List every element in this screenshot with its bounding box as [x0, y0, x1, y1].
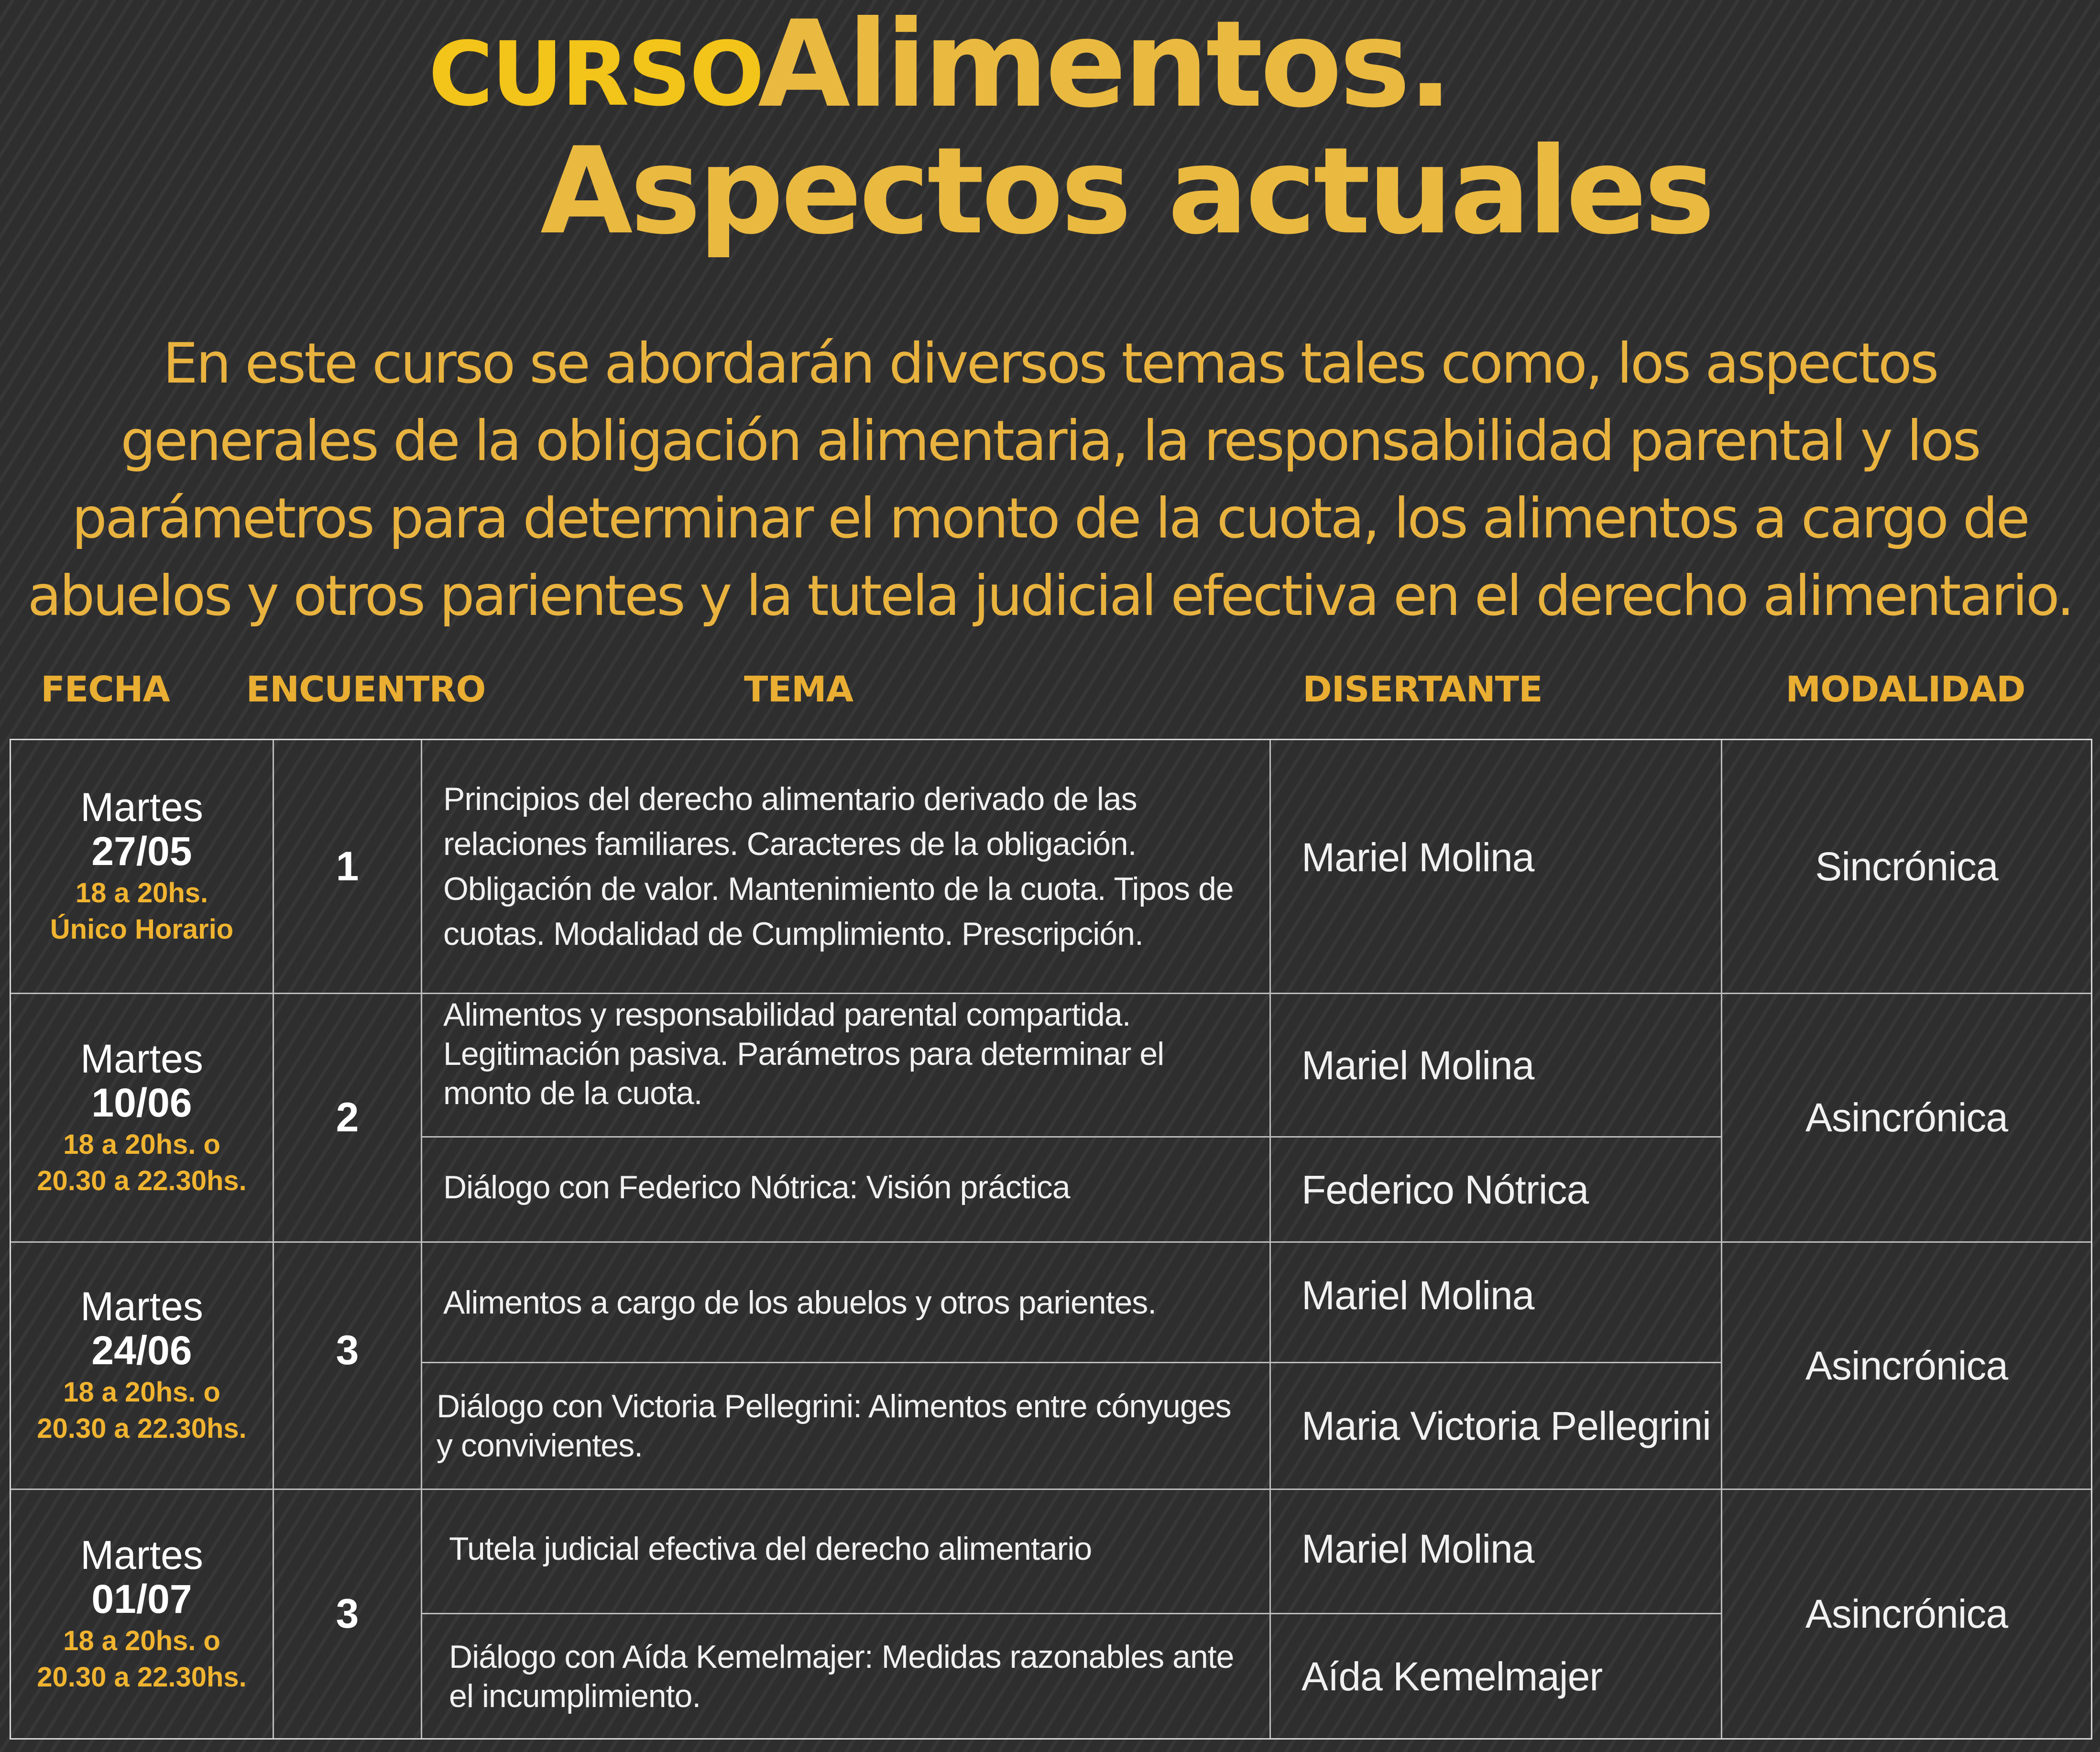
- tema-text: Diálogo con Aída Kemelmajer: Medidas razonables ante el incumplimiento.: [449, 1638, 1234, 1714]
- disertante-name: Mariel Molina: [1302, 1526, 1534, 1571]
- description-line: En este curso se abordarán diversos temas tales como, los aspectos: [163, 331, 1937, 396]
- fecha-horario: 18 a 20hs. Único Horario: [50, 877, 234, 945]
- disertante-name: Maria Victoria Pellegrini: [1302, 1403, 1711, 1448]
- disertante-name: Mariel Molina: [1302, 1042, 1534, 1088]
- column-header-disertante: DISERTANTE: [1302, 669, 1542, 710]
- encuentro-number: 3: [336, 1591, 359, 1637]
- course-description: [10, 325, 2090, 635]
- description-line: parámetros para determinar el monto de la cuota, los alimentos a cargo de: [72, 486, 2028, 551]
- table-row-fecha: [11, 740, 273, 993]
- encuentro-number: 3: [336, 1327, 359, 1373]
- table-row-fecha: [11, 994, 273, 1241]
- fecha-date: 01/07: [91, 1576, 192, 1621]
- fecha-dia: Martes: [80, 1036, 203, 1081]
- modalidad-value: Asincrónica: [1805, 1343, 2008, 1388]
- encuentro-number: 2: [336, 1095, 359, 1140]
- tema-text: Alimentos y responsabilidad parental compartida. Legitimación pasiva. Parámetros para determinar el monto de la cuota.: [443, 996, 1164, 1111]
- disertante-name: Federico Nótrica: [1302, 1167, 1589, 1212]
- encuentro-number: 1: [336, 843, 359, 889]
- description-line: generales de la obligación alimentaria, la responsabilidad parental y los: [120, 409, 1980, 473]
- schedule-table: [10, 739, 2092, 1740]
- modalidad-value: Asincrónica: [1805, 1095, 2008, 1140]
- tema-text: Diálogo con Federico Nótrica: Visión práctica: [443, 1169, 1070, 1205]
- disertante-name: Aída Kemelmajer: [1302, 1653, 1603, 1699]
- table-row-fecha: [11, 1490, 273, 1738]
- column-header-tema: TEMA: [744, 669, 853, 710]
- modalidad-value: Sincrónica: [1815, 843, 1998, 889]
- fecha-dia: Martes: [80, 1532, 203, 1577]
- column-header-encuentro: ENCUENTRO: [246, 669, 486, 710]
- tema-text: Tutela judicial efectiva del derecho alimentario: [449, 1530, 1092, 1567]
- tema-text: Diálogo con Victoria Pellegrini: Alimentos entre cónyuges y convivientes.: [437, 1388, 1231, 1464]
- curso-label: CURSO: [428, 22, 763, 126]
- tema-text: Principios del derecho alimentario derivado de las relaciones familiares. Caracteres de la obligación. Obligación de valor. Mantenimiento de la cuota. Tipos de cuotas. Modalidad de Cumplimiento. Prescripción.: [443, 781, 1234, 952]
- fecha-horario: 18 a 20hs. o 20.30 a 22.30hs.: [37, 1128, 247, 1196]
- fecha-dia: Martes: [80, 1284, 203, 1329]
- disertante-name: Mariel Molina: [1302, 835, 1534, 880]
- fecha-horario: 18 a 20hs. o 20.30 a 22.30hs.: [37, 1625, 247, 1693]
- page-subtitle: Aspectos actuales: [540, 121, 1713, 261]
- modalidad-value: Asincrónica: [1805, 1591, 2008, 1636]
- table-row-fecha: [11, 1243, 273, 1489]
- page-title: Alimentos.: [758, 0, 1450, 134]
- column-header-fecha: FECHA: [41, 669, 170, 710]
- fecha-date: 10/06: [91, 1080, 192, 1125]
- fecha-horario: 18 a 20hs. o 20.30 a 22.30hs.: [37, 1377, 247, 1444]
- fecha-dia: Martes: [80, 785, 203, 830]
- tema-text: Alimentos a cargo de los abuelos y otros parientes.: [443, 1284, 1157, 1321]
- fecha-date: 27/05: [91, 829, 192, 874]
- column-header-modalidad: MODALIDAD: [1785, 669, 2025, 710]
- fecha-date: 24/06: [91, 1328, 192, 1373]
- disertante-name: Mariel Molina: [1302, 1273, 1534, 1318]
- description-line: abuelos y otros parientes y la tutela judicial efectiva en el derecho alimentario.: [27, 564, 2073, 628]
